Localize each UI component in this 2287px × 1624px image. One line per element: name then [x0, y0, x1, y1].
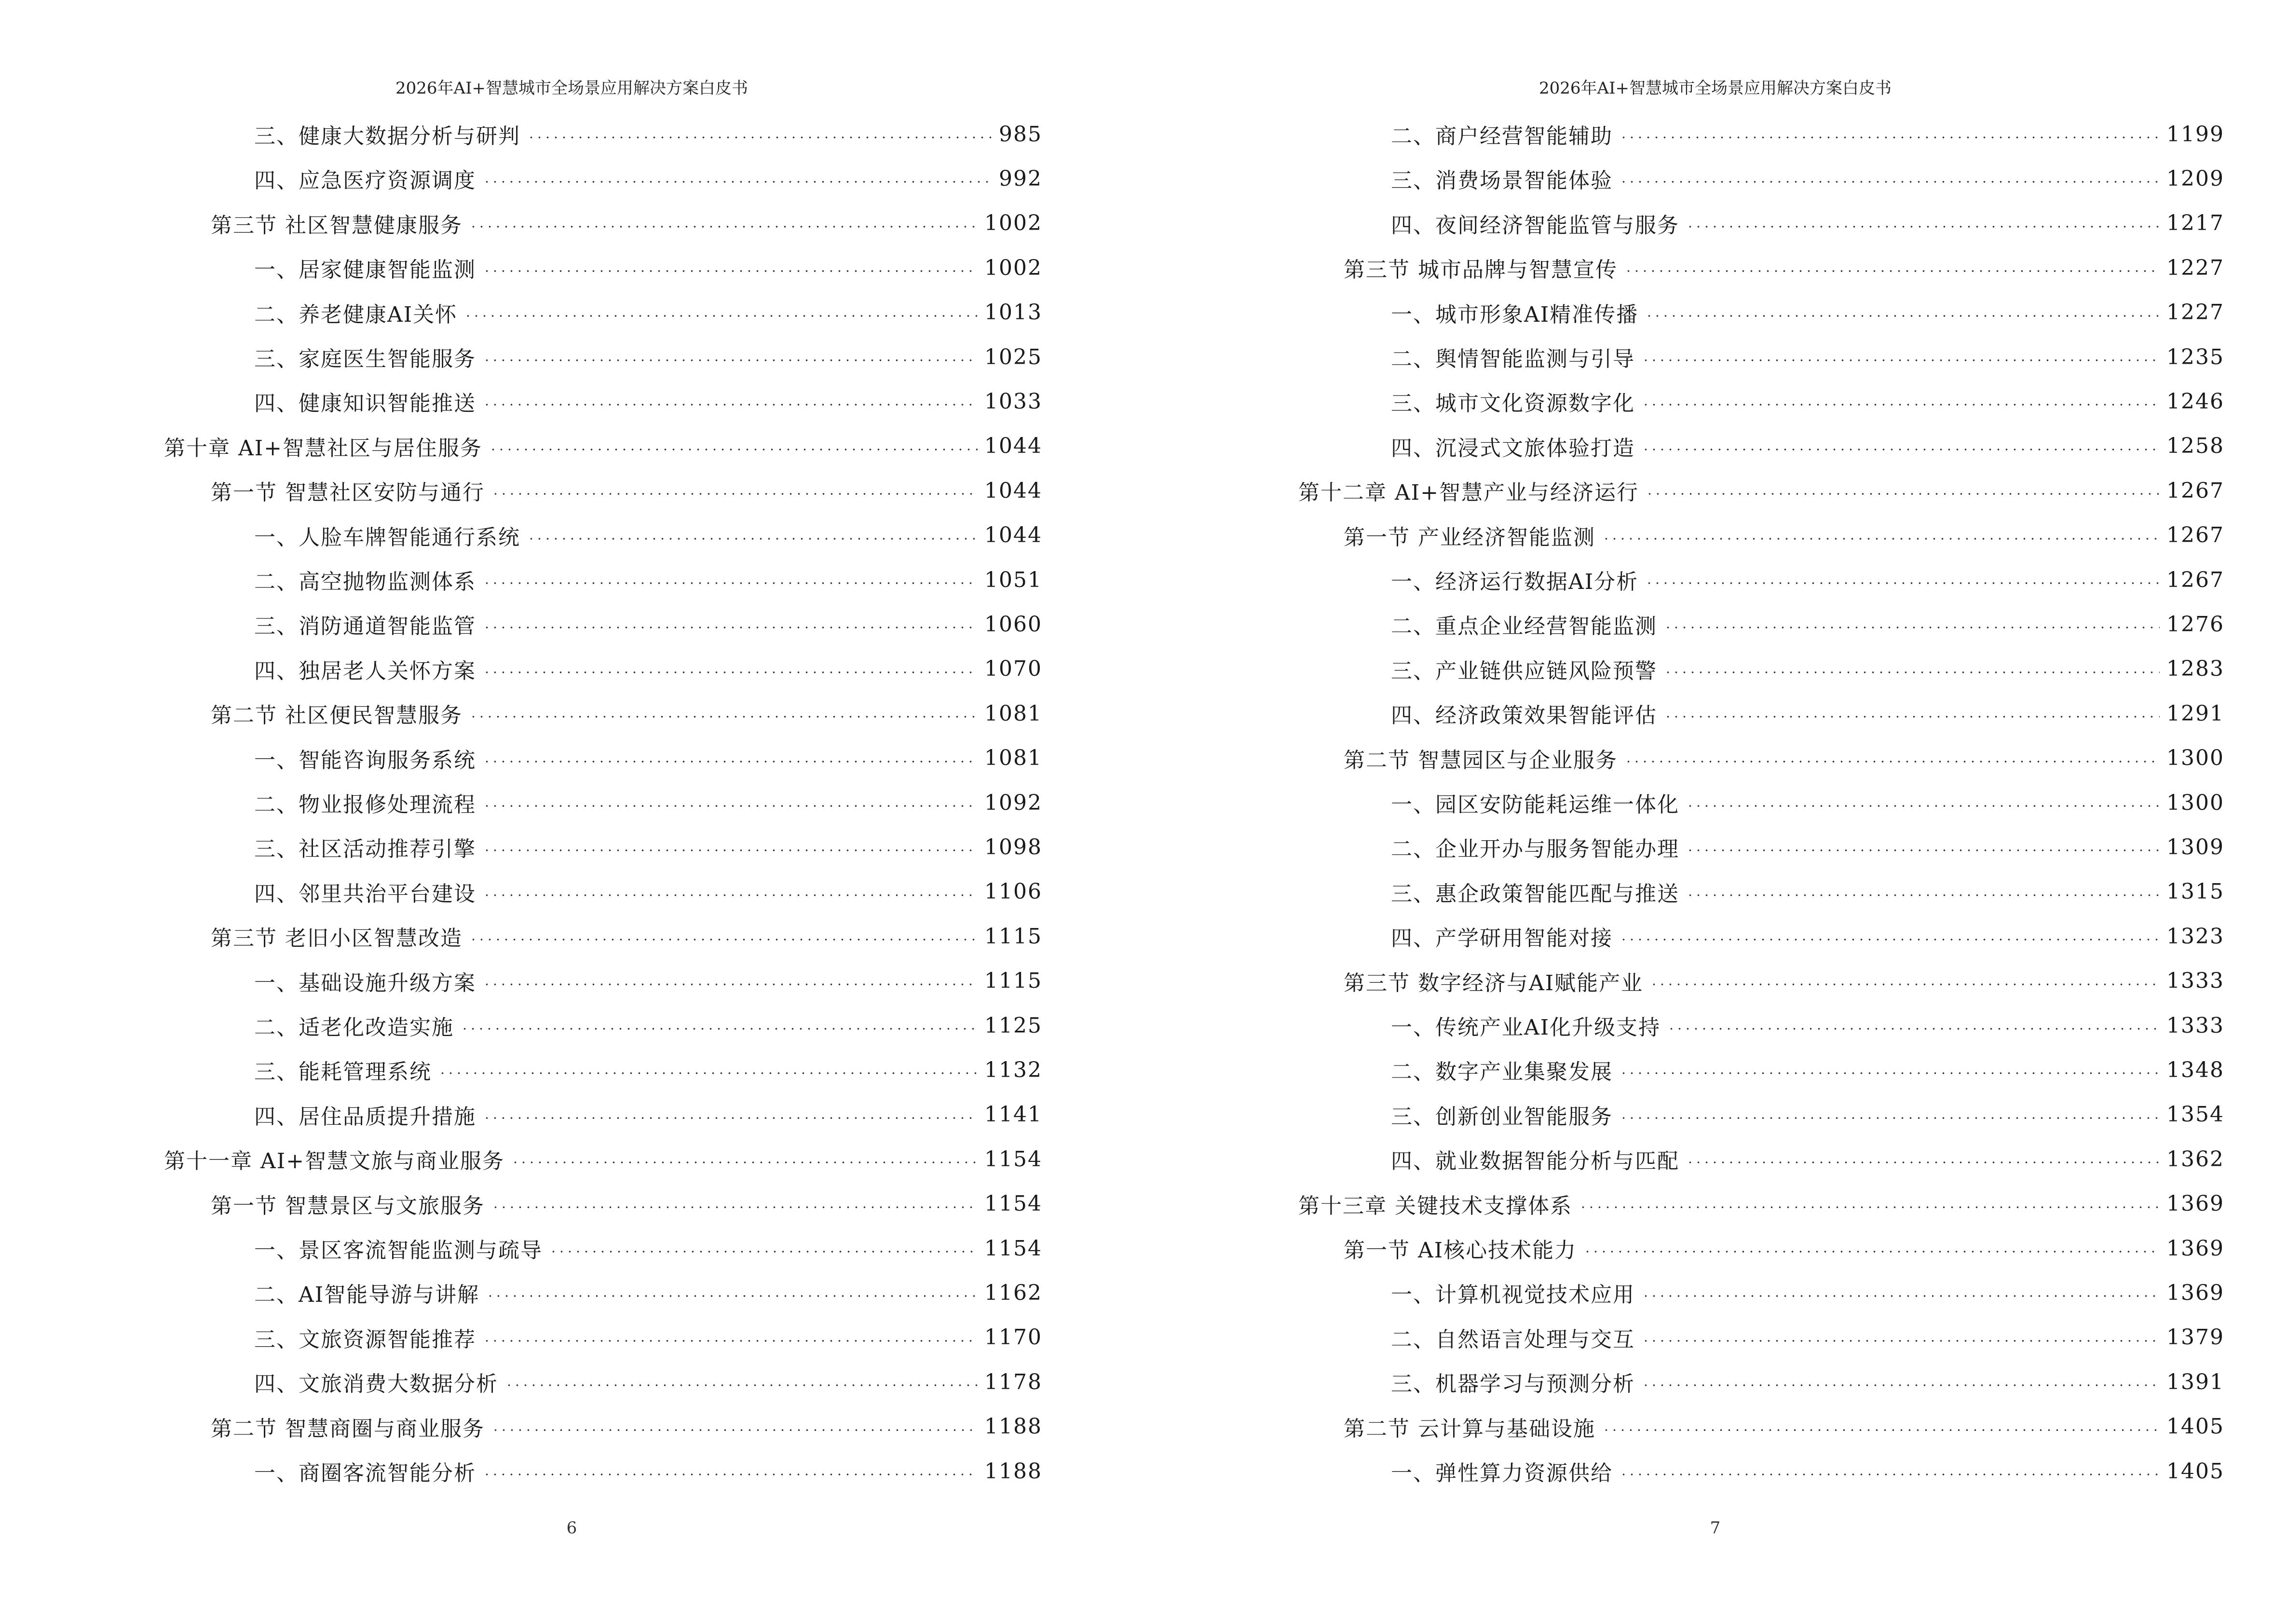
entry-page-number: 1369	[2166, 1280, 2224, 1305]
entry-page-number: 1033	[984, 389, 1042, 414]
toc-entry-section[interactable]	[1344, 246, 2224, 290]
entry-page-number: 1106	[984, 879, 1042, 904]
entry-page-number: 1132	[984, 1057, 1042, 1082]
toc-entry-item[interactable]	[254, 602, 1042, 646]
toc-entry-item[interactable]	[254, 1048, 1042, 1092]
toc-entry-item[interactable]	[254, 1360, 1042, 1404]
dot-leader	[1646, 493, 2160, 495]
dot-leader	[483, 805, 978, 807]
entry-title: 四、应急医疗资源调度	[254, 168, 476, 193]
entry-title: 一、传统产业AI化升级支持	[1391, 1015, 1661, 1040]
dot-leader	[1686, 226, 2160, 228]
entry-title: 四、健康知识智能推送	[254, 391, 476, 416]
toc-entry-item[interactable]	[1391, 870, 2224, 914]
dot-leader	[438, 1072, 978, 1074]
entry-page-number: 1391	[2166, 1369, 2224, 1394]
dot-leader	[483, 1117, 978, 1119]
toc-entry-item[interactable]	[1391, 335, 2224, 379]
dot-leader	[511, 1161, 978, 1163]
entry-title: 第十章 AI+智慧社区与居住服务	[164, 436, 483, 461]
toc-entry-item[interactable]	[254, 870, 1042, 914]
entry-title: 一、人脸车牌智能通行系统	[254, 525, 520, 550]
entry-page-number: 1333	[2166, 969, 2224, 994]
toc-entry-item[interactable]	[254, 1003, 1042, 1048]
entry-title: 四、独居老人关怀方案	[254, 658, 476, 683]
entry-title: 第一节 智慧景区与文旅服务	[211, 1193, 485, 1218]
dot-leader	[1667, 1028, 2160, 1030]
toc-entry-section[interactable]	[1344, 1226, 2224, 1270]
dot-leader	[461, 1028, 978, 1030]
toc-entry-chapter[interactable]	[1298, 1182, 2224, 1226]
dot-leader	[483, 761, 978, 763]
entry-page-number: 1267	[2166, 567, 2224, 592]
entry-title: 第三节 社区智慧健康服务	[211, 213, 463, 238]
toc-entry-item[interactable]	[1391, 379, 2224, 423]
entry-title: 三、能耗管理系统	[254, 1060, 432, 1085]
entry-page-number: 1013	[984, 300, 1042, 325]
entry-title: 三、健康大数据分析与研判	[254, 124, 520, 149]
toc-entry-item[interactable]	[254, 335, 1042, 379]
entry-page-number: 1170	[984, 1325, 1042, 1350]
toc-entry-chapter[interactable]	[1298, 468, 2224, 513]
entry-page-number: 1405	[2166, 1414, 2224, 1439]
entry-title: 二、重点企业经营智能监测	[1391, 614, 1657, 639]
toc-entry-item[interactable]	[254, 780, 1042, 825]
entry-title: 三、消防通道智能监管	[254, 614, 476, 639]
dot-leader	[1686, 894, 2160, 896]
toc-entry-item[interactable]	[254, 1092, 1042, 1137]
dot-leader	[491, 1429, 978, 1431]
toc-entry-item[interactable]	[1391, 780, 2224, 825]
toc-entry-item[interactable]	[254, 1315, 1042, 1360]
toc-entry-item[interactable]	[254, 290, 1042, 335]
entry-page-number: 1309	[2166, 834, 2224, 860]
entry-title: 第二节 云计算与基础设施	[1344, 1416, 1595, 1441]
entry-title: 一、城市形象AI精准传播	[1391, 302, 1639, 327]
dot-leader	[1650, 983, 2160, 985]
entry-title: 第一节 智慧社区安防与通行	[211, 480, 485, 505]
dot-leader	[483, 404, 978, 406]
page-header: 2026年AI+智慧城市全场景应用解决方案白皮书	[395, 79, 748, 98]
toc-entry-item[interactable]	[1391, 290, 2224, 335]
dot-leader	[483, 181, 992, 183]
entry-title: 四、邻里共治平台建设	[254, 881, 476, 906]
right-page	[1144, 0, 2287, 1624]
toc-entry-item[interactable]	[1391, 691, 2224, 736]
entry-title: 第二节 社区便民智慧服务	[211, 703, 463, 728]
dot-leader	[1620, 939, 2160, 941]
dot-leader	[1583, 1251, 2160, 1253]
dot-leader	[1664, 716, 2160, 718]
entry-page-number: 1300	[2166, 746, 2224, 771]
entry-page-number: 1081	[984, 701, 1042, 726]
toc-entry-section[interactable]	[211, 1182, 1042, 1226]
toc-entry-section[interactable]	[1344, 736, 2224, 780]
dot-leader	[1620, 181, 2160, 183]
entry-page-number: 1025	[984, 344, 1042, 369]
dot-leader	[1642, 404, 2160, 406]
dot-leader	[483, 270, 978, 272]
entry-page-number: 1362	[2166, 1146, 2224, 1172]
dot-leader	[1620, 1117, 2160, 1119]
dot-leader	[483, 894, 978, 896]
dot-leader	[1620, 136, 2160, 138]
entry-page-number: 1199	[2166, 122, 2224, 147]
entry-page-number: 992	[999, 166, 1042, 191]
entry-page-number: 1217	[2166, 211, 2224, 236]
entry-title: 二、企业开办与服务智能办理	[1391, 837, 1679, 862]
entry-page-number: 1081	[984, 746, 1042, 771]
toc-entry-item[interactable]	[1391, 1270, 2224, 1315]
entry-page-number: 1227	[2166, 255, 2224, 280]
dot-leader	[1686, 805, 2160, 807]
entry-title: 三、产业链供应链风险预警	[1391, 658, 1657, 683]
dot-leader	[464, 315, 978, 317]
dot-leader	[1642, 449, 2160, 450]
page-number: 6	[566, 1518, 577, 1538]
entry-page-number: 1267	[2166, 523, 2224, 548]
toc-entry-chapter[interactable]	[164, 1137, 1042, 1181]
dot-leader	[1642, 1295, 2160, 1297]
entry-title: 一、经济运行数据AI分析	[1391, 570, 1639, 594]
dot-leader	[1624, 761, 2160, 763]
dot-leader	[527, 136, 992, 138]
entry-page-number: 1283	[2166, 656, 2224, 682]
entry-title: 三、家庭医生智能服务	[254, 347, 476, 371]
dot-leader	[491, 493, 978, 495]
entry-page-number: 1300	[2166, 790, 2224, 815]
entry-title: 二、AI智能导游与讲解	[254, 1283, 480, 1308]
entry-title: 三、文旅资源智能推荐	[254, 1327, 476, 1352]
dot-leader	[483, 671, 978, 673]
entry-title: 一、商圈客流智能分析	[254, 1461, 476, 1486]
entry-page-number: 1178	[984, 1369, 1042, 1394]
dot-leader	[505, 1384, 978, 1386]
toc-entry-item[interactable]	[254, 825, 1042, 869]
entry-title: 三、创新创业智能服务	[1391, 1104, 1613, 1129]
entry-title: 一、弹性算力资源供给	[1391, 1461, 1613, 1486]
entry-page-number: 1267	[2166, 478, 2224, 503]
entry-page-number: 1291	[2166, 701, 2224, 726]
entry-title: 第三节 城市品牌与智慧宣传	[1344, 258, 1618, 283]
entry-page-number: 1154	[984, 1191, 1042, 1216]
entry-title: 一、景区客流智能监测与疏导	[254, 1238, 543, 1263]
dot-leader	[1620, 1072, 2160, 1074]
page-header: 2026年AI+智慧城市全场景应用解决方案白皮书	[1539, 79, 1892, 98]
entry-title: 第二节 智慧商圈与商业服务	[211, 1416, 485, 1441]
dot-leader	[1602, 1429, 2160, 1431]
toc-entry-item[interactable]	[1391, 914, 2224, 958]
toc-entry-item[interactable]	[1391, 1048, 2224, 1092]
entry-page-number: 1092	[984, 790, 1042, 815]
entry-page-number: 1323	[2166, 924, 2224, 949]
entry-title: 第二节 智慧园区与企业服务	[1344, 748, 1618, 773]
entry-title: 三、城市文化资源数字化	[1391, 391, 1635, 416]
entry-page-number: 1154	[984, 1146, 1042, 1172]
entry-page-number: 1002	[984, 255, 1042, 280]
entry-title: 三、消费场景智能体验	[1391, 168, 1613, 193]
toc-entry-section[interactable]	[211, 468, 1042, 513]
dot-leader	[483, 1340, 978, 1342]
toc-entry-item[interactable]	[1391, 112, 2224, 156]
toc-entry-section[interactable]	[211, 1405, 1042, 1449]
entry-page-number: 1002	[984, 211, 1042, 236]
dot-leader	[1686, 849, 2160, 851]
toc-entry-item[interactable]	[254, 112, 1042, 156]
entry-page-number: 1044	[984, 478, 1042, 503]
dot-leader	[1642, 359, 2160, 361]
toc-entry-section[interactable]	[211, 201, 1042, 246]
toc-entry-section[interactable]	[211, 914, 1042, 958]
entry-title: 第一节 AI核心技术能力	[1344, 1238, 1577, 1263]
entry-page-number: 1154	[984, 1236, 1042, 1261]
entry-page-number: 1044	[984, 523, 1042, 548]
toc-entry-item[interactable]	[1391, 647, 2224, 691]
dot-leader	[1579, 1206, 2160, 1208]
entry-title: 一、基础设施升级方案	[254, 970, 476, 996]
entry-title: 二、舆情智能监测与引导	[1391, 347, 1635, 371]
dot-leader	[1602, 538, 2160, 540]
entry-title: 二、自然语言处理与交互	[1391, 1327, 1635, 1352]
dot-leader	[1624, 270, 2160, 272]
entry-title: 第十三章 关键技术支撑体系	[1298, 1193, 1572, 1218]
dot-leader	[483, 1474, 978, 1475]
entry-title: 第一节 产业经济智能监测	[1344, 525, 1595, 550]
dot-leader	[483, 983, 978, 985]
entry-title: 二、数字产业集聚发展	[1391, 1060, 1613, 1085]
dot-leader	[491, 1206, 978, 1208]
toc-entry-item[interactable]	[254, 1270, 1042, 1315]
entry-page-number: 1369	[2166, 1191, 2224, 1216]
entry-title: 第十二章 AI+智慧产业与经济运行	[1298, 480, 1639, 505]
dot-leader	[1645, 582, 2160, 584]
toc-entry-item[interactable]	[254, 1449, 1042, 1493]
entry-page-number: 1115	[984, 924, 1042, 949]
entry-page-number: 1051	[984, 567, 1042, 592]
dot-leader	[469, 716, 978, 718]
entry-title: 第三节 老旧小区智慧改造	[211, 926, 463, 951]
toc-entry-item[interactable]	[254, 156, 1042, 201]
entry-title: 二、高空抛物监测体系	[254, 570, 476, 594]
entry-title: 四、居住品质提升措施	[254, 1104, 476, 1129]
dot-leader	[1686, 1161, 2160, 1163]
entry-page-number: 1276	[2166, 612, 2224, 637]
dot-leader	[483, 627, 978, 628]
entry-title: 第三节 数字经济与AI赋能产业	[1344, 970, 1644, 996]
entry-title: 四、沉浸式文旅体验打造	[1391, 436, 1635, 461]
toc-entry-item[interactable]	[254, 558, 1042, 602]
dot-leader	[469, 939, 978, 941]
entry-page-number: 1060	[984, 612, 1042, 637]
toc-entry-item[interactable]	[254, 379, 1042, 423]
entry-page-number: 1125	[984, 1013, 1042, 1038]
entry-page-number: 1379	[2166, 1325, 2224, 1350]
entry-title: 二、物业报修处理流程	[254, 792, 476, 817]
entry-title: 四、夜间经济智能监管与服务	[1391, 213, 1679, 238]
toc-entry-item[interactable]	[1391, 1360, 2224, 1404]
toc-entry-section[interactable]	[1344, 1405, 2224, 1449]
dot-leader	[1620, 1474, 2160, 1475]
toc-entry-item[interactable]	[254, 647, 1042, 691]
toc-entry-section[interactable]	[1344, 959, 2224, 1003]
dot-leader	[1642, 1384, 2160, 1386]
entry-page-number: 985	[999, 122, 1042, 147]
toc-entry-item[interactable]	[1391, 558, 2224, 602]
entry-page-number: 1354	[2166, 1102, 2224, 1127]
dot-leader	[527, 538, 978, 540]
dot-leader	[483, 582, 978, 584]
entry-title: 四、就业数据智能分析与匹配	[1391, 1149, 1679, 1174]
entry-page-number: 1348	[2166, 1057, 2224, 1082]
dot-leader	[486, 1295, 978, 1297]
toc-entry-item[interactable]	[1391, 602, 2224, 646]
entry-page-number: 1044	[984, 434, 1042, 459]
entry-page-number: 1070	[984, 656, 1042, 682]
entry-page-number: 1405	[2166, 1459, 2224, 1484]
entry-title: 第十一章 AI+智慧文旅与商业服务	[164, 1149, 505, 1174]
entry-page-number: 1246	[2166, 389, 2224, 414]
dot-leader	[469, 226, 978, 228]
toc-entry-item[interactable]	[1391, 1449, 2224, 1493]
entry-page-number: 1188	[984, 1459, 1042, 1484]
entry-page-number: 1115	[984, 969, 1042, 994]
entry-title: 一、计算机视觉技术应用	[1391, 1283, 1635, 1308]
toc-entry-item[interactable]	[1391, 825, 2224, 869]
dot-leader	[1645, 315, 2160, 317]
toc-entry-item[interactable]	[254, 1226, 1042, 1270]
toc-entry-item[interactable]	[1391, 1092, 2224, 1137]
dot-leader	[483, 849, 978, 851]
dot-leader	[483, 359, 978, 361]
page-number: 7	[1710, 1518, 1721, 1538]
entry-title: 四、产学研用智能对接	[1391, 926, 1613, 951]
toc-entry-item[interactable]	[1391, 156, 2224, 201]
entry-page-number: 1227	[2166, 300, 2224, 325]
entry-title: 二、养老健康AI关怀	[254, 302, 458, 327]
entry-title: 四、经济政策效果智能评估	[1391, 703, 1657, 728]
toc-entry-item[interactable]	[1391, 1137, 2224, 1181]
toc-entry-item[interactable]	[1391, 1003, 2224, 1048]
toc-entry-chapter[interactable]	[164, 424, 1042, 468]
entry-title: 二、适老化改造实施	[254, 1015, 454, 1040]
toc-entry-item[interactable]	[254, 246, 1042, 290]
entry-page-number: 1098	[984, 834, 1042, 860]
entry-page-number: 1141	[984, 1102, 1042, 1127]
dot-leader	[1642, 1340, 2160, 1342]
toc-entry-item[interactable]	[1391, 201, 2224, 246]
entry-page-number: 1315	[2166, 879, 2224, 904]
entry-page-number: 1369	[2166, 1236, 2224, 1261]
toc-entry-item[interactable]	[254, 513, 1042, 558]
entry-title: 一、园区安防能耗运维一体化	[1391, 792, 1679, 817]
entry-title: 三、惠企政策智能匹配与推送	[1391, 881, 1679, 906]
dot-leader	[489, 449, 978, 450]
toc-entry-section[interactable]	[211, 691, 1042, 736]
toc-entry-item[interactable]	[1391, 424, 2224, 468]
entry-page-number: 1333	[2166, 1013, 2224, 1038]
toc-entry-item[interactable]	[254, 736, 1042, 780]
entry-title: 二、商户经营智能辅助	[1391, 124, 1613, 149]
toc-entry-item[interactable]	[254, 959, 1042, 1003]
entry-page-number: 1188	[984, 1414, 1042, 1439]
dot-leader	[1664, 627, 2160, 628]
toc-entry-item[interactable]	[1391, 1315, 2224, 1360]
entry-title: 一、智能咨询服务系统	[254, 748, 476, 773]
entry-page-number: 1235	[2166, 344, 2224, 369]
toc-entry-section[interactable]	[1344, 513, 2224, 558]
entry-title: 一、居家健康智能监测	[254, 258, 476, 283]
dot-leader	[1664, 671, 2160, 673]
entry-page-number: 1258	[2166, 434, 2224, 459]
entry-title: 三、机器学习与预测分析	[1391, 1372, 1635, 1397]
entry-title: 三、社区活动推荐引擎	[254, 837, 476, 862]
entry-title: 四、文旅消费大数据分析	[254, 1372, 498, 1397]
dot-leader	[549, 1251, 978, 1253]
entry-page-number: 1162	[984, 1280, 1042, 1305]
entry-page-number: 1209	[2166, 166, 2224, 191]
